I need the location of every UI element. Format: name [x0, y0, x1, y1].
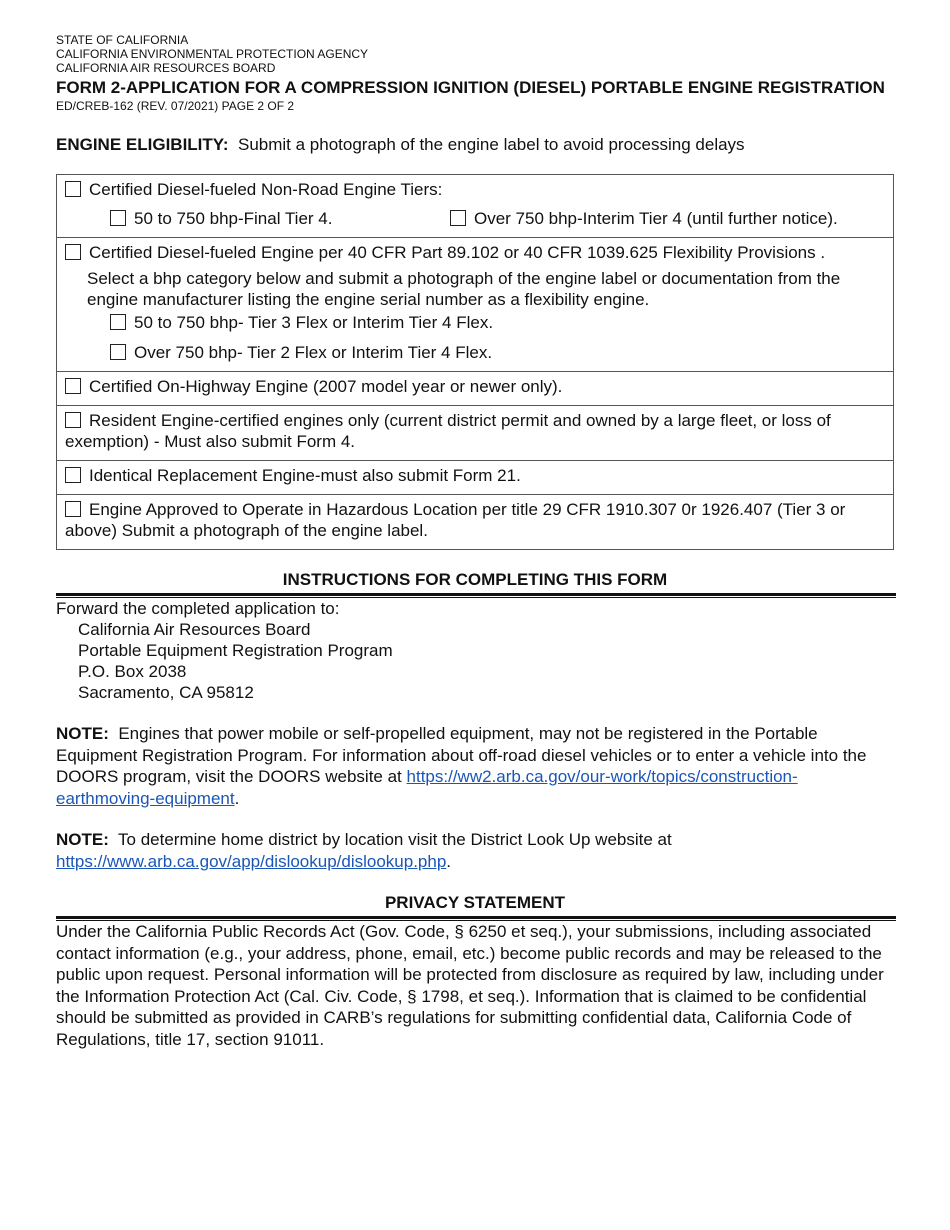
address-line: California Air Resources Board	[78, 620, 311, 639]
eligibility-table	[56, 174, 894, 550]
tier2-flex-checkbox[interactable]	[110, 344, 126, 360]
form-page	[56, 33, 894, 1050]
note-doors: NOTE: Engines that power mobile or self-propelled equipment, may not be registered in the Portable Equipment Registration Program. For information about off-road diesel vehicles or to enter a vehicle into the DOORS program, visit the DOORS website at https://ww2.arb.ca.gov/our-work/topics/construction-earthmoving-equipment.	[56, 724, 867, 808]
board-line: CALIFORNIA AIR RESOURCES BOARD	[56, 61, 276, 75]
instructions-heading: INSTRUCTIONS FOR COMPLETING THIS FORM	[282, 570, 668, 589]
eligibility-row-nonroad-tiers	[57, 175, 893, 238]
note-district-text: To determine home district by location visit the District Look Up website at	[118, 830, 672, 849]
eligibility-row-on-highway	[57, 372, 893, 406]
agency-line: CALIFORNIA ENVIRONMENTAL PROTECTION AGENCY	[56, 47, 369, 61]
replacement-engine-checkbox[interactable]	[65, 467, 81, 483]
address-line: Portable Equipment Registration Program	[78, 641, 393, 660]
flexibility-label: Certified Diesel-fueled Engine per 40 CFR Part 89.102 or 40 CFR 1039.625 Flexibility Provisions .	[89, 243, 826, 262]
resident-engine-checkbox[interactable]	[65, 412, 81, 428]
eligibility-heading	[56, 134, 894, 156]
flexibility-instruction: Select a bhp category below and submit a photograph of the engine label or documentation from the engine manufacturer listing the engine serial number as a flexibility engine.	[87, 269, 841, 309]
final-tier4-label: 50 to 750 bhp-Final Tier 4.	[134, 209, 333, 228]
note-doors-text: Engines that power mobile or self-propelled equipment, may not be registered in the Portable Equipment Registration Program. For information about off-road diesel vehicles or to enter a vehicle into the DOORS program, visit the DOORS website at	[56, 724, 867, 786]
eligibility-row-flexibility	[57, 238, 893, 372]
eligibility-label: ENGINE ELIGIBILITY:	[56, 135, 229, 154]
note-district: NOTE: To determine home district by location visit the District Look Up website at https://www.arb.ca.gov/app/dislookup/dislookup.php.	[56, 830, 672, 871]
state-line: STATE OF CALIFORNIA	[56, 33, 189, 47]
address-line: P.O. Box 2038	[78, 662, 187, 681]
tier3-flex-checkbox[interactable]	[110, 314, 126, 330]
hazardous-location-label: Engine Approved to Operate in Hazardous Location per title 29 CFR 1910.307 0r 1926.407 (Tier 3 or above) Submit a photograph of the engine label.	[65, 500, 846, 540]
form-title: FORM 2-APPLICATION FOR A COMPRESSION IGNITION (DIESEL) PORTABLE ENGINE REGISTRATION	[56, 78, 885, 97]
interim-tier4-label: Over 750 bhp-Interim Tier 4 (until further notice).	[474, 209, 838, 228]
privacy-text: Under the California Public Records Act (Gov. Code, § 6250 et seq.), your submissions, including associated contact information (e.g., your address, phone, email, etc.) become public records and may be released to the public upon request. Personal information will be protected from disclosure as required by law, including under the Information Protection Act (Cal. Civ. Code, § 1798, et seq.). Information that is claimed to be confidential should be submitted as provided in CARB’s regulations for submitting confidential data, California Code of Regulations, title 17, section 91011.	[56, 922, 884, 1049]
final-tier4-checkbox[interactable]	[110, 210, 126, 226]
doors-website-link[interactable]: https://ww2.arb.ca.gov/our-work/topics/construction-earthmoving-equipment	[56, 767, 798, 808]
forward-line: Forward the completed application to:	[56, 599, 340, 618]
flexibility-checkbox[interactable]	[65, 244, 81, 260]
on-highway-checkbox[interactable]	[65, 378, 81, 394]
note-label: NOTE:	[56, 830, 109, 849]
tier2-flex-label: Over 750 bhp- Tier 2 Flex or Interim Tier 4 Flex.	[134, 343, 493, 362]
hazardous-location-checkbox[interactable]	[65, 501, 81, 517]
interim-tier4-checkbox[interactable]	[450, 210, 466, 226]
form-revision: ED/CREB-162 (REV. 07/2021) PAGE 2 OF 2	[56, 99, 295, 113]
eligibility-row-hazardous	[57, 495, 893, 549]
eligibility-row-replacement	[57, 461, 893, 495]
privacy-heading: PRIVACY STATEMENT	[384, 893, 566, 912]
tier3-flex-label: 50 to 750 bhp- Tier 3 Flex or Interim Tier 4 Flex.	[134, 313, 494, 332]
nonroad-tiers-checkbox[interactable]	[65, 181, 81, 197]
on-highway-label: Certified On-Highway Engine (2007 model year or newer only).	[89, 377, 563, 396]
address-line: Sacramento, CA 95812	[78, 683, 254, 702]
replacement-engine-label: Identical Replacement Engine-must also submit Form 21.	[89, 466, 521, 485]
nonroad-tiers-label: Certified Diesel-fueled Non-Road Engine Tiers:	[89, 180, 443, 199]
eligibility-row-resident	[57, 406, 893, 461]
eligibility-instruction: Submit a photograph of the engine label to avoid processing delays	[237, 135, 745, 154]
resident-engine-label: Resident Engine-certified engines only (current district permit and owned by a large fleet, or loss of exemption) - Must also submit Form 4.	[65, 411, 831, 451]
district-lookup-link[interactable]: https://www.arb.ca.gov/app/dislookup/dislookup.php	[56, 851, 447, 871]
note-label: NOTE:	[56, 724, 109, 743]
